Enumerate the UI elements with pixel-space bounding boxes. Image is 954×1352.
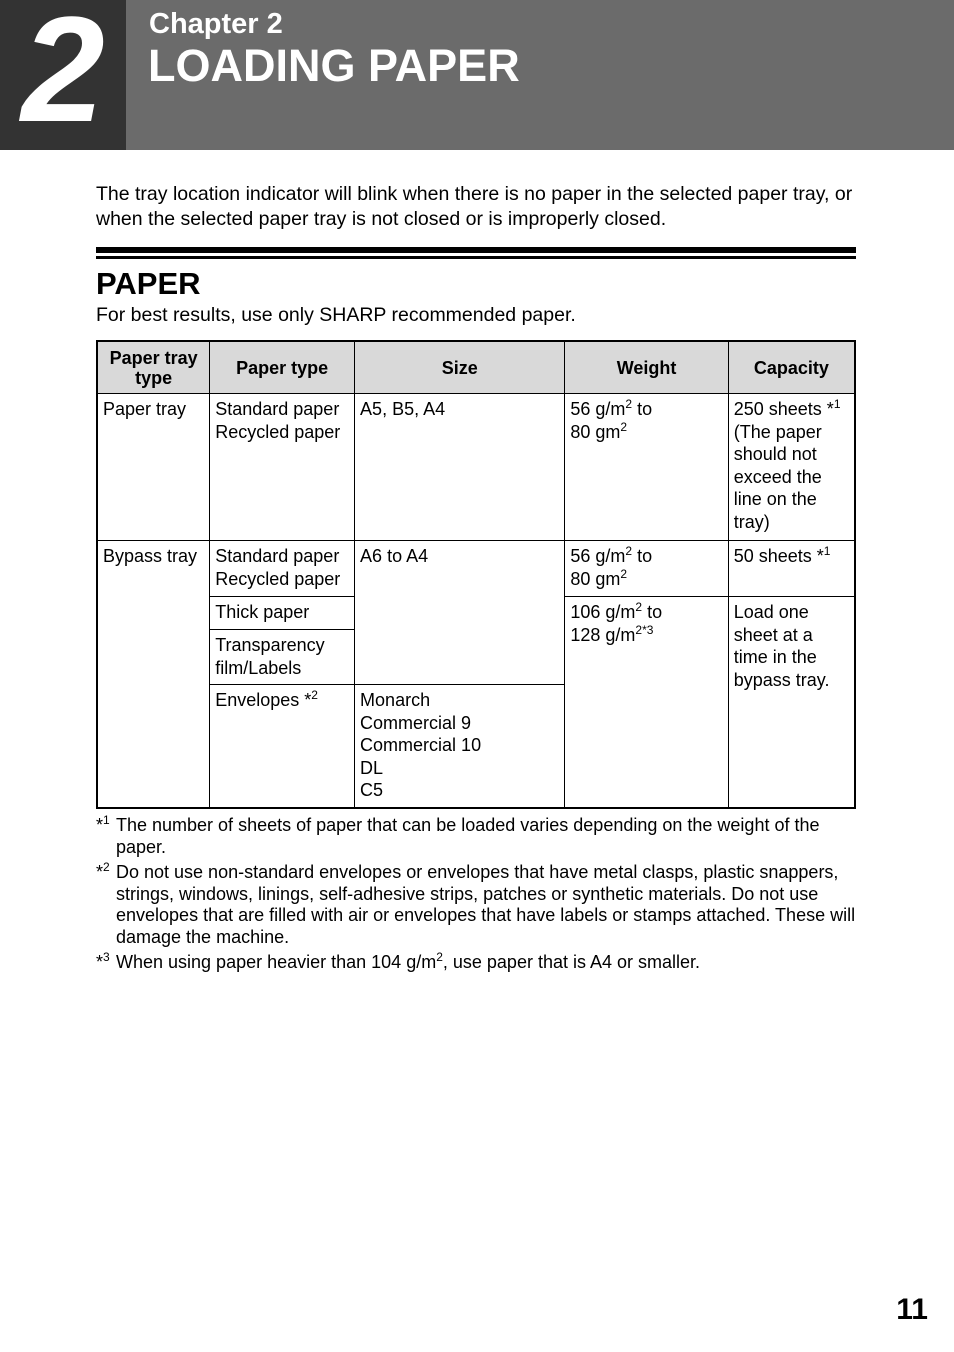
paper-type-envelopes: Envelopes *$^2$ [215,688,318,710]
capacity-value: 50 sheets *$^1$ [733,544,831,566]
intro-paragraph: The tray location indicator will blink when there is no paper in the selected paper tray, or when the selected paper tray is not closed or is improperly closed. [96,183,853,230]
capacity-note-line: Load one [733,602,809,622]
envelope-size: DL [360,757,384,778]
footnotes [96,815,861,978]
capacity-note-line: time in the [733,647,817,667]
cell-capacity [728,394,855,541]
table-row [97,394,855,541]
section-subtitle: For best results, use only SHARP recommended paper. [96,304,576,326]
footnote-text: The number of sheets of paper that can be loaded varies depending on the weight of the paper. [116,815,820,857]
header-tray-type: Paper tray type [97,341,210,394]
size-value: A6 to A4 [360,546,429,566]
envelope-size: Commercial 9 [360,712,472,733]
cell-paper-type [210,394,355,541]
section-rule-thin [96,256,856,259]
footnote-mark: *$^2$ [96,860,110,882]
footnote [96,952,861,974]
cell-tray-paper [97,394,210,541]
weight-line: 80 $gm^2$ [570,566,628,589]
envelope-size: Commercial 10 [360,735,482,755]
weight-line: 106 $g/m^2$ to [570,600,663,622]
table-header-row [97,341,855,394]
cell-tray-bypass [97,541,210,808]
section-rule-thick [96,247,856,253]
envelope-size: C5 [360,780,384,800]
tray-type-label: Paper tray [103,399,187,419]
capacity-note-line: should not [733,444,817,464]
paper-type-recycled: Recycled paper [215,421,341,442]
capacity-note-line: line on the [733,489,817,509]
cell-size [355,685,565,808]
paper-type-standard: Standard paper [215,546,340,566]
footnote-mark: *$^3$ [96,950,110,972]
weight-line: 56 $g/m^2$ to [570,544,653,566]
footnote-text: When using paper heavier than 104 $g/m^2$, use paper that is A4 or smaller. [116,950,701,972]
capacity-value: 250 sheets *$^1$ [733,397,841,419]
envelope-size: Monarch [360,690,431,710]
paper-table [96,340,856,809]
chapter-label: Chapter 2 [149,8,283,40]
footnote-text: Do not use non-standard envelopes or envelopes that have metal clasps, plastic snappers, strings, windows, linings, self-adhesive strips, patches or synthetic materials. Do not use envelopes that are filled with air or envelopes that have labels or stamps attached. These will damage the machine. [116,862,856,947]
footnote-mark: *$^1$ [96,813,110,835]
capacity-note-line: exceed the [733,466,822,487]
paper-type-recycled: Recycled paper [215,568,341,589]
footnote [96,815,861,858]
header-weight: Weight [565,341,728,394]
capacity-note-line: bypass tray. [733,669,830,690]
cell-paper-type [210,597,355,630]
weight-line: 128 $g/m^{2*3}$ [570,622,654,645]
paper-type-standard: Standard paper [215,399,340,419]
weight-line: 80 $gm^2$ [570,419,628,442]
tray-type-label: Bypass tray [103,546,198,566]
section-title: PAPER [96,266,201,301]
chapter-header [0,0,954,153]
cell-size [355,394,565,541]
cell-capacity [728,597,855,808]
capacity-note-line: tray) [733,511,770,532]
header-paper-type: Paper type [210,341,355,394]
cell-weight [565,394,728,541]
chapter-title: LOADING PAPER [148,40,520,91]
chapter-number: 2 [21,0,105,153]
paper-type-thick: Thick paper [215,602,310,622]
cell-paper-type [210,630,355,685]
cell-capacity [728,541,855,597]
header-capacity: Capacity [728,341,855,394]
cell-size [355,541,565,685]
cell-paper-type [210,685,355,808]
cell-weight [565,541,728,597]
page-number: 11 [896,1293,928,1326]
capacity-note-line: (The paper [733,421,822,442]
capacity-note-line: sheet at a [733,624,813,645]
footnote [96,862,861,948]
cell-paper-type [210,541,355,597]
paper-type-transparency: film/Labels [215,657,302,678]
size-value: A5, B5, A4 [360,399,446,419]
paper-type-transparency: Transparency [215,635,325,655]
header-size: Size [355,341,565,394]
cell-weight [565,597,728,808]
table-row [97,541,855,597]
weight-line: 56 $g/m^2$ to [570,397,653,419]
chapter-number-block [0,0,126,153]
